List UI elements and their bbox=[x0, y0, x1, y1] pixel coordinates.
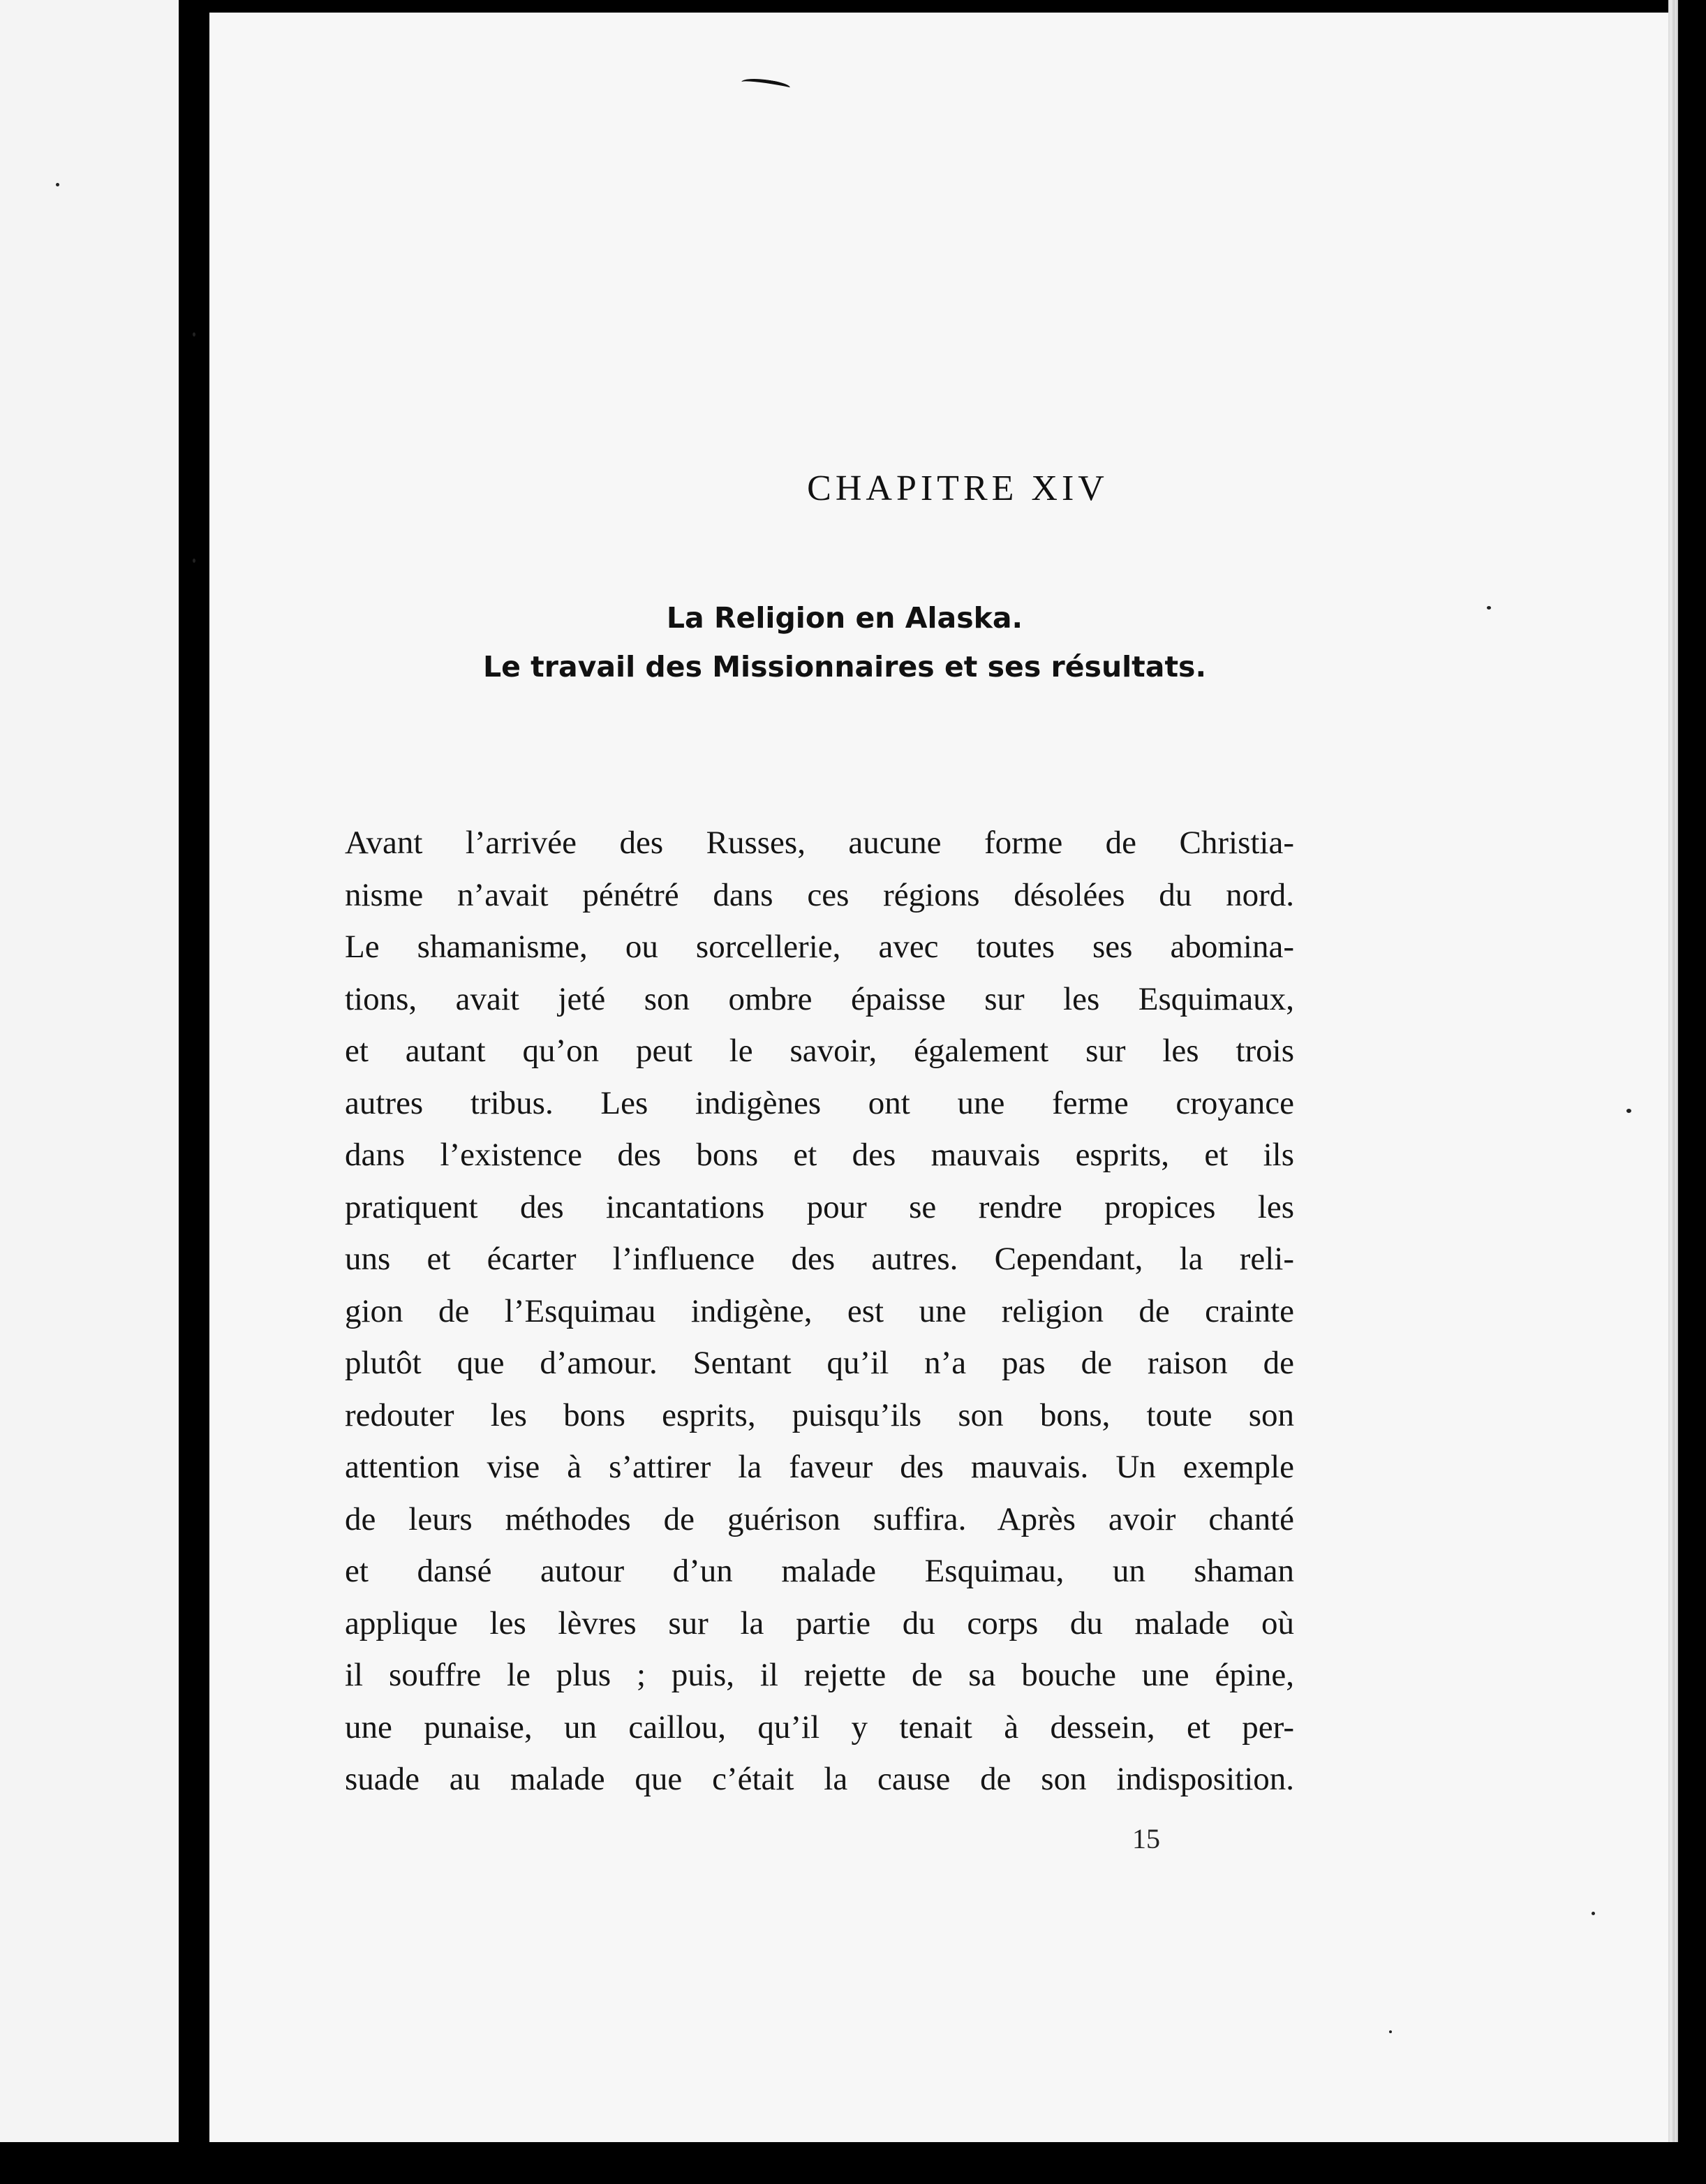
text-line: attention vise à s’attirer la faveur des mauvais. Un exemple bbox=[345, 1449, 1294, 1485]
subtitle-line: Le travail des Missionnaires et ses résultats. bbox=[482, 650, 1207, 684]
dust-speck bbox=[193, 559, 195, 563]
chapter-subtitle bbox=[391, 593, 1298, 691]
text-line: Avant l’arrivée des Russes, aucune forme de Christia- bbox=[345, 825, 1294, 861]
text-line: tions, avait jeté son ombre épaisse sur les Esquimaux, bbox=[345, 980, 1294, 1017]
text-line: pratiquent des incantations pour se rendre propices les bbox=[345, 1188, 1294, 1225]
text-line: nisme n’avait pénétré dans ces régions désolées du nord. bbox=[345, 876, 1294, 913]
text-line: uns et écarter l’influence des autres. Cependant, la reli- bbox=[345, 1241, 1294, 1277]
text-line: et autant qu’on peut le savoir, également sur les trois bbox=[345, 1033, 1294, 1069]
text-line: dans l’existence des bons et des mauvais esprits, et ils bbox=[345, 1137, 1294, 1173]
text-line: redouter les bons esprits, puisqu’ils son bons, toute son bbox=[345, 1396, 1294, 1433]
text-line: gion de l’Esquimau indigène, est une religion de crainte bbox=[345, 1292, 1294, 1329]
text-line: applique les lèvres sur la partie du corps du malade où bbox=[345, 1604, 1294, 1641]
page-stack-edge bbox=[1668, 0, 1678, 2150]
text-line: et dansé autour d’un malade Esquimau, un shaman bbox=[345, 1553, 1294, 1589]
body-text bbox=[345, 817, 1294, 1806]
dust-speck bbox=[193, 332, 195, 337]
dust-speck bbox=[1389, 2030, 1392, 2033]
scan-border bbox=[0, 2142, 1706, 2184]
ink-mark bbox=[741, 76, 790, 94]
subtitle-line: La Religion en Alaska. bbox=[666, 601, 1023, 635]
text-line: de leurs méthodes de guérison suffira. Après avoir chanté bbox=[345, 1500, 1294, 1537]
text-line: plutôt que d’amour. Sentant qu’il n’a pas de raison de bbox=[345, 1345, 1294, 1381]
text-line: autres tribus. Les indigènes ont une ferme croyance bbox=[345, 1084, 1294, 1121]
dust-speck bbox=[1592, 1912, 1595, 1915]
text-line: une punaise, un caillou, qu’il y tenait à dessein, et per- bbox=[345, 1709, 1294, 1746]
page-number: 15 bbox=[1132, 1823, 1160, 1854]
text-line: suade au malade que c’était la cause de son indisposition. bbox=[345, 1761, 1294, 1797]
text-line: Le shamanisme, ou sorcellerie, avec toutes ses abomina- bbox=[345, 929, 1294, 965]
text-line: il souffre le plus ; puis, il rejette de sa bouche une épine, bbox=[345, 1657, 1294, 1693]
left-page-edge bbox=[0, 0, 179, 2142]
chapter-title: CHAPITRE XIV bbox=[807, 468, 1108, 508]
dust-speck bbox=[56, 183, 59, 186]
dust-speck bbox=[1487, 606, 1491, 610]
dust-speck bbox=[1626, 1109, 1631, 1113]
